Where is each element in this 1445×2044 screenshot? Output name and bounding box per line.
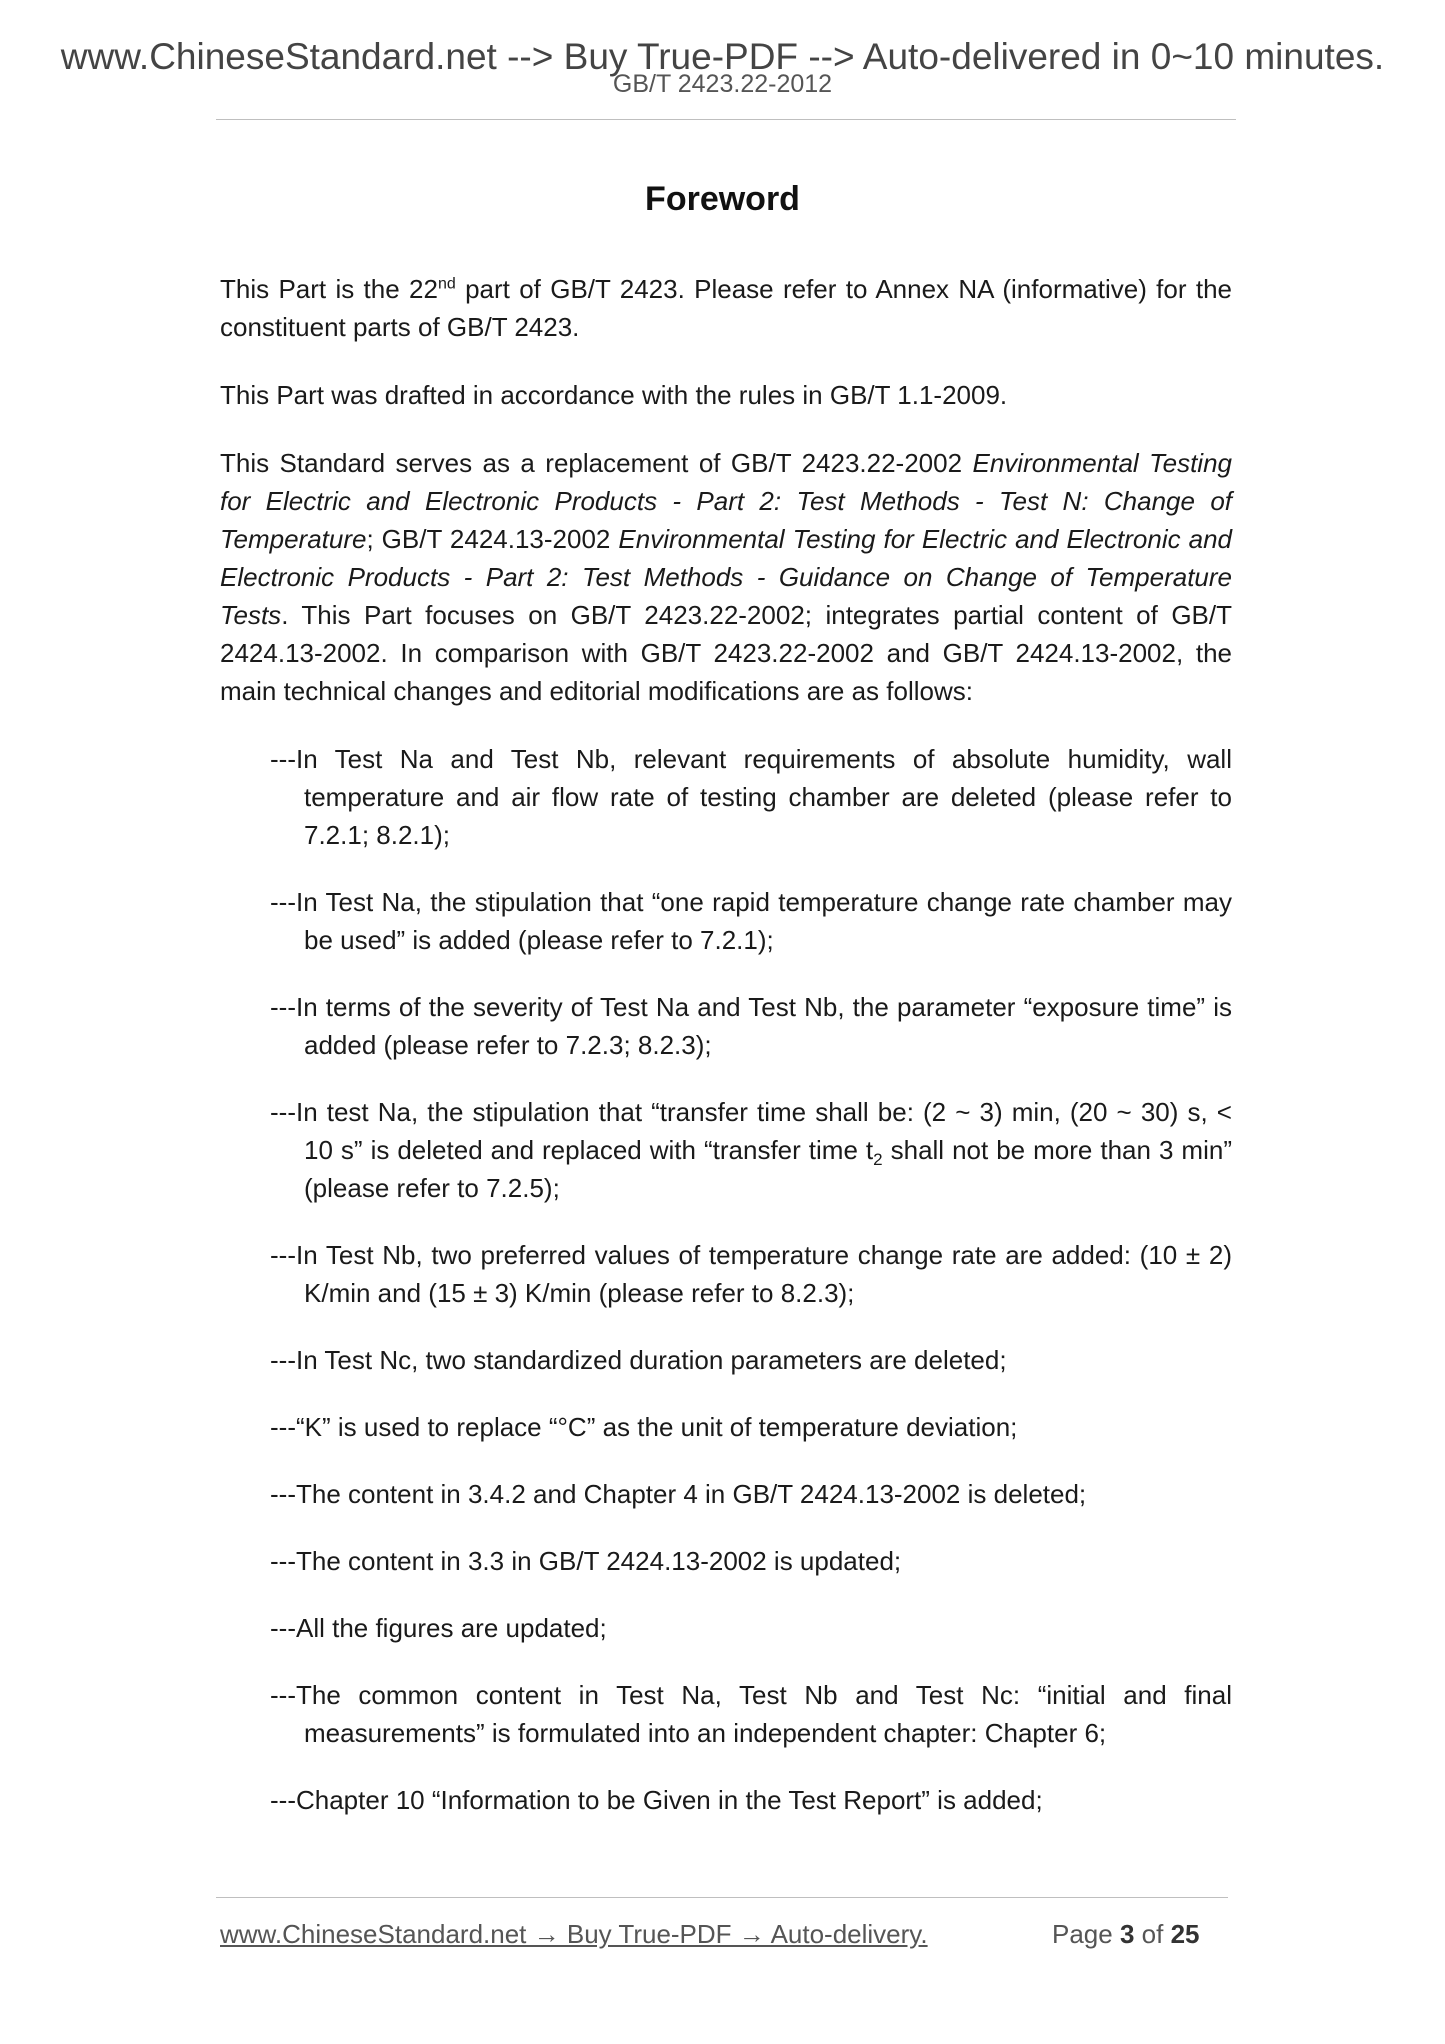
paragraph-drafting-rules: This Part was drafted in accordance with the rules in GB/T 1.1-2009. [220, 380, 1008, 410]
site-banner: www.ChineseStandard.net --> Buy True-PDF --> Auto-delivered in 0~10 minutes. [60, 36, 1385, 77]
list-item: ---Chapter 10 “Information to be Given in the Test Report” is added; [270, 1785, 1043, 1815]
list-item: ---The content in 3.3 in GB/T 2424.13-2002 is updated; [270, 1546, 902, 1576]
standard-title-2: Environmental Testing for Electric and Electronic and Electronic Products - Part 2: Test Methods - Guidance on Change of Temperature Tests [220, 524, 1233, 630]
total-pages: 25 [1170, 1919, 1200, 1949]
subscript: 2 [873, 1150, 883, 1170]
document-body [220, 270, 1232, 1848]
paragraph-replacement: This Standard serves as a replacement of GB/T 2423.22-2002 Environmental Testing for Electric and Electronic Products - Part 2: Test Methods - Test N: Change of Temperature; GB/T 2424.13-2002 Environmental Testing for Electric and Electronic and Electronic Products - Part 2: Test Methods - Guidance on Change of Temperature Tests. This Part focuses on GB/T 2423.22-2002; integrates partial content of GB/T 2424.13-2002. In comparison with GB/T 2423.22-2002 and GB/T 2424.13-2002, the main technical changes and editorial modifications are as follows: [220, 448, 1233, 706]
list-item: ---The common content in Test Na, Test Nb and Test Nc: “initial and final measurements” is formulated into an independent chapter: Chapter 6; [270, 1680, 1232, 1748]
paragraph-part-number: This Part is the 22nd part of GB/T 2423. Please refer to Annex NA (informative) for the constituent parts of GB/T 2423. [220, 274, 1232, 342]
list-item: ---In Test Na and Test Nb, relevant requirements of absolute humidity, wall temperature and air flow rate of testing chamber are deleted (please refer to 7.2.1; 8.2.1); [270, 744, 1232, 850]
footer-link[interactable]: www.ChineseStandard.net → Buy True-PDF → Auto-delivery. [220, 1919, 928, 1949]
list-item: ---In Test Nb, two preferred values of temperature change rate are added: (10 ± 2) K/min and (15 ± 3) K/min (please refer to 8.2.3); [270, 1240, 1232, 1308]
list-item: ---All the figures are updated; [270, 1613, 607, 1643]
list-item: ---In terms of the severity of Test Na and Test Nb, the parameter “exposure time” is added (please refer to 7.2.3; 8.2.3); [270, 992, 1232, 1060]
page-title: Foreword [645, 180, 800, 218]
standard-title-1: Environmental Testing for Electric and Electronic Products - Part 2: Test Methods - Test N: Change of Temperature [220, 448, 1232, 554]
header-divider [216, 119, 1236, 120]
current-page: 3 [1119, 1919, 1135, 1949]
ordinal-superscript: nd [437, 275, 456, 293]
list-item: ---In Test Na, the stipulation that “one rapid temperature change rate chamber may be used” is added (please refer to 7.2.1); [270, 887, 1232, 955]
changes-list [220, 740, 1232, 1819]
list-item: ---“K” is used to replace “°C” as the unit of temperature deviation; [270, 1412, 1018, 1442]
document-code: GB/T 2423.22-2012 [612, 70, 833, 98]
list-item: ---In Test Nc, two standardized duration parameters are deleted; [270, 1345, 1007, 1375]
list-item: ---In test Na, the stipulation that “transfer time shall be: (2 ~ 3) min, (20 ~ 30) s, < 10 s” is deleted and replaced with “transfer time $t_2$ shall not be more than 3 min” (please refer to 7.2.5); [270, 1097, 1232, 1203]
list-item: ---The content in 3.4.2 and Chapter 4 in GB/T 2424.13-2002 is deleted; [270, 1479, 1087, 1509]
page-number: Page 3 of 25 [1052, 1919, 1200, 1949]
footer-divider [216, 1897, 1228, 1898]
